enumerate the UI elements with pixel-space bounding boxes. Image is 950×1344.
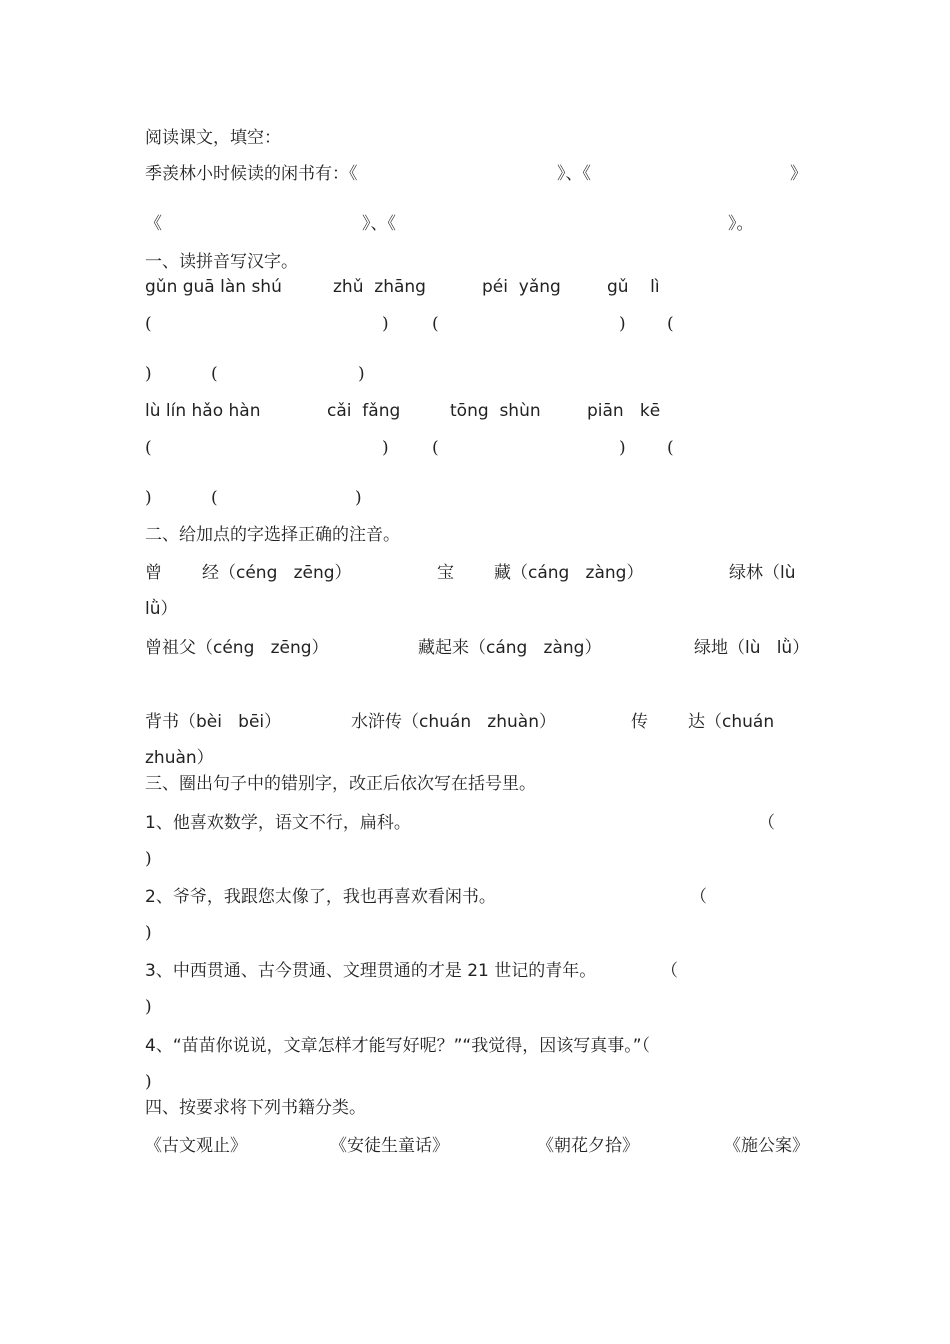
- answer-paren-close: ): [619, 314, 626, 334]
- question-1: 1、他喜欢数学，语文不行，扁科。: [145, 813, 411, 833]
- reading-choice: 曾祖父（céng zēng）: [145, 638, 329, 658]
- reading-choice: 宝: [437, 563, 454, 583]
- books-lead-text: 季羡林小时候读的闲书有：《: [145, 164, 358, 184]
- section-4-title: 四、按要求将下列书籍分类。: [145, 1098, 366, 1118]
- answer-paren-close: ): [382, 314, 389, 334]
- reading-choice: 曾: [145, 563, 162, 583]
- pinyin-item: piān kē: [587, 401, 661, 421]
- pinyin-item: tōng shùn: [450, 401, 541, 421]
- book-bracket: 《: [145, 214, 162, 234]
- pinyin-item: gǔn guā làn shú: [145, 277, 282, 297]
- pinyin-item: zhǔ zhāng: [333, 277, 426, 297]
- book-title: 《施公案》: [724, 1136, 809, 1156]
- answer-paren-close: ): [145, 488, 152, 508]
- answer-paren-close: ): [145, 364, 152, 384]
- reading-choice: 绿地（lù lǜ）: [694, 638, 810, 658]
- answer-paren-close: ): [619, 438, 626, 458]
- section-1-title: 一、读拼音写汉字。: [145, 252, 298, 272]
- reading-choice: 水浒传（chuán zhuàn）: [351, 712, 556, 732]
- reading-choice: 经（céng zēng）: [202, 563, 352, 583]
- question-4: 4、“苗苗你说说，文章怎样才能写好呢？”“我觉得，因该写真事。”（: [145, 1036, 651, 1056]
- book-bracket: 》。: [728, 214, 754, 234]
- answer-paren-open: （: [758, 813, 775, 833]
- reading-choice: 达（chuán: [688, 712, 775, 732]
- answer-paren-close: ): [145, 923, 152, 943]
- reading-choice: 背书（bèi bēi）: [145, 712, 282, 732]
- book-title: 《古文观止》: [145, 1136, 247, 1156]
- section-3-title: 三、圈出句子中的错别字，改正后依次写在括号里。: [145, 774, 536, 794]
- book-bracket: 》: [790, 164, 807, 184]
- answer-paren-close: ): [382, 438, 389, 458]
- reading-choice-wrap: lǜ）: [145, 599, 178, 619]
- answer-paren-close: ): [145, 849, 152, 869]
- reading-choice: 传: [631, 712, 648, 732]
- instruction-text: 阅读课文，填空：: [145, 128, 281, 148]
- answer-paren-open: （: [690, 887, 707, 907]
- answer-paren-open: (: [211, 364, 218, 384]
- reading-choice: 藏（cáng zàng）: [494, 563, 644, 583]
- reading-choice-wrap: zhuàn）: [145, 748, 214, 768]
- pinyin-item: lù lín hǎo hàn: [145, 401, 261, 421]
- answer-paren-close: ): [145, 1072, 152, 1092]
- book-bracket: 》、《: [557, 164, 591, 184]
- answer-paren-open: (: [667, 438, 674, 458]
- question-2: 2、爷爷，我跟您太像了，我也再喜欢看闲书。: [145, 887, 496, 907]
- section-2-title: 二、给加点的字选择正确的注音。: [145, 525, 400, 545]
- answer-paren-open: (: [432, 314, 439, 334]
- pinyin-item: cǎi fǎng: [327, 401, 401, 421]
- answer-paren-close: ): [358, 364, 365, 384]
- pinyin-item: gǔ lì: [607, 277, 660, 297]
- answer-paren-open: （: [661, 961, 678, 981]
- answer-paren-close: ): [145, 997, 152, 1017]
- book-bracket: 》、《: [362, 214, 396, 234]
- question-3: 3、中西贯通、古今贯通、文理贯通的才是 21 世记的青年。: [145, 961, 597, 981]
- pinyin-item: péi yǎng: [482, 277, 561, 297]
- answer-paren-close: ): [355, 488, 362, 508]
- reading-choice: 绿林（lù: [729, 563, 796, 583]
- book-title: 《朝花夕拾》: [537, 1136, 639, 1156]
- book-title: 《安徒生童话》: [330, 1136, 449, 1156]
- reading-choice: 藏起来（cáng zàng）: [418, 638, 602, 658]
- answer-paren-open: (: [432, 438, 439, 458]
- answer-paren-open: (: [145, 438, 152, 458]
- answer-paren-open: (: [145, 314, 152, 334]
- answer-paren-open: (: [211, 488, 218, 508]
- answer-paren-open: (: [667, 314, 674, 334]
